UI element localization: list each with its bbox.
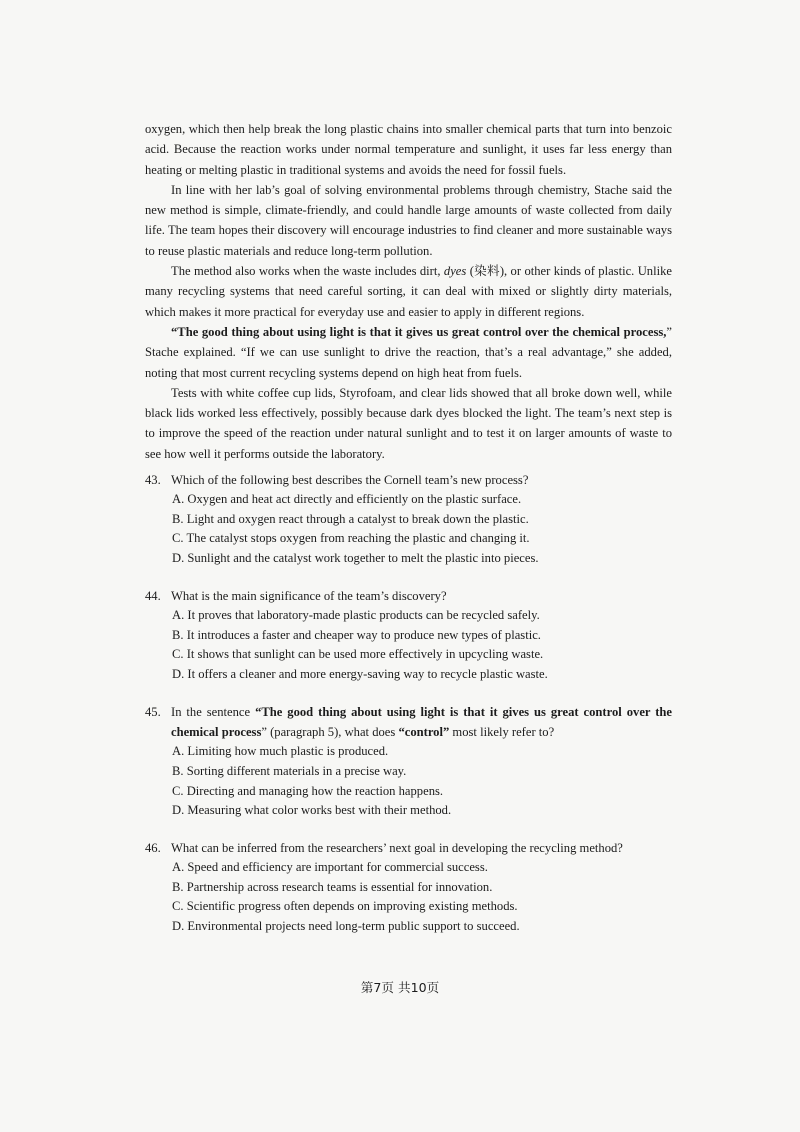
option-b: B. Partnership across research teams is essential for innovation.: [172, 879, 493, 894]
question-43: [145, 470, 672, 569]
question-44: [145, 586, 672, 685]
question-text-a: In the sentence: [171, 705, 256, 719]
paragraph-4-rest: ” Stache explained. “If we can use sunlight to drive the reaction, that’s a real advantage,” she added, noting that most current recycling systems depend on high heat from fuels.: [145, 324, 672, 380]
option-d: D. Sunlight and the catalyst work together to melt the plastic into pieces.: [172, 550, 539, 565]
option-c: C. The catalyst stops oxygen from reaching the plastic and changing it.: [172, 531, 530, 546]
paragraph-3-text-a: The method also works when the waste includes dirt,: [171, 264, 444, 279]
option-d: D. Environmental projects need long-term public support to succeed.: [172, 918, 520, 933]
option-c: C. It shows that sunlight can be used more effectively in upcycling waste.: [172, 647, 544, 662]
paragraph-3: [145, 261, 672, 322]
option-c: C. Directing and managing how the reaction happens.: [172, 783, 444, 798]
option-a: A. Oxygen and heat act directly and efficiently on the plastic surface.: [172, 492, 522, 507]
question-number: 43.: [145, 473, 161, 487]
question-number: 46.: [145, 841, 161, 855]
option-a: A. It proves that laboratory-made plastic products can be recycled safely.: [172, 608, 540, 623]
question-text: What is the main significance of the team’s discovery?: [171, 589, 447, 603]
option-c: C. Scientific progress often depends on improving existing methods.: [172, 899, 518, 914]
option-b: B. Sorting different materials in a precise way.: [172, 764, 407, 778]
question-stem: [145, 838, 672, 858]
option-a: A. Limiting how much plastic is produced.: [172, 744, 389, 759]
page-number: 第7页 共10页: [360, 980, 440, 995]
question-text: Which of the following best describes the Cornell team’s new process?: [171, 473, 529, 487]
paragraph-4: [145, 322, 672, 383]
question-45: [145, 702, 672, 821]
question-stem: [145, 586, 672, 606]
dyes-word: dyes: [443, 264, 467, 279]
reading-passage: [145, 119, 672, 464]
quote-bold: “The good thing about using light is that it gives us great control over the chemical process,: [171, 324, 667, 339]
question-46: [145, 838, 672, 937]
question-text: What can be inferred from the researchers’ next goal in developing the recycling method?: [171, 841, 623, 855]
question-number: 44.: [145, 589, 161, 603]
paragraph-5: Tests with white coffee cup lids, Styrofoam, and clear lids showed that all broke down well, while black lids worked less effectively, possibly because dark dyes blocked the light. The team’s next step is to improve the speed of the reaction under natural sunlight and to test it on larger amounts of waste to see how well it performs outside the laboratory.: [145, 385, 672, 461]
paragraph-1: oxygen, which then help break the long plastic chains into smaller chemical parts that turn into benzoic acid. Because the reaction works under normal temperature and sunlight, it uses far less energy than heating or melting plastic in traditional systems and avoids the need for fossil fuels.: [145, 122, 672, 177]
question-stem: [145, 470, 672, 490]
question-number: 45.: [145, 705, 161, 719]
question-text-b: ” (paragraph 5), what does: [261, 725, 399, 740]
paragraph-2: In line with her lab’s goal of solving environmental problems through chemistry, Stache said the new method is simple, climate-friendly, and could handle large amounts of waste collected from daily life. The team hopes their discovery will encourage industries to find cleaner and more sustainable ways to reuse plastic materials and reduce long-term pollution.: [145, 182, 672, 258]
paragraph-3-text-b: (染料), or other kinds of plastic. Unlike many recycling systems that need careful sorting, it can deal with mixed or slightly dirty materials, which makes it more practical for everyday use and easier to apply in different regions.: [145, 264, 672, 319]
question-text-c: most likely refer to?: [449, 725, 555, 740]
control-word: “control”: [398, 725, 450, 740]
option-d: D. Measuring what color works best with their method.: [172, 803, 452, 818]
option-d: D. It offers a cleaner and more energy-saving way to recycle plastic waste.: [172, 666, 548, 681]
option-b: B. Light and oxygen react through a catalyst to break down the plastic.: [172, 511, 529, 526]
question-stem: [145, 702, 672, 742]
question-quote-bold: “The good thing about using light is that it gives us great control over the chemical process: [171, 705, 672, 740]
option-a: A. Speed and efficiency are important for commercial success.: [172, 860, 488, 875]
option-b: B. It introduces a faster and cheaper way to produce new types of plastic.: [172, 627, 541, 642]
